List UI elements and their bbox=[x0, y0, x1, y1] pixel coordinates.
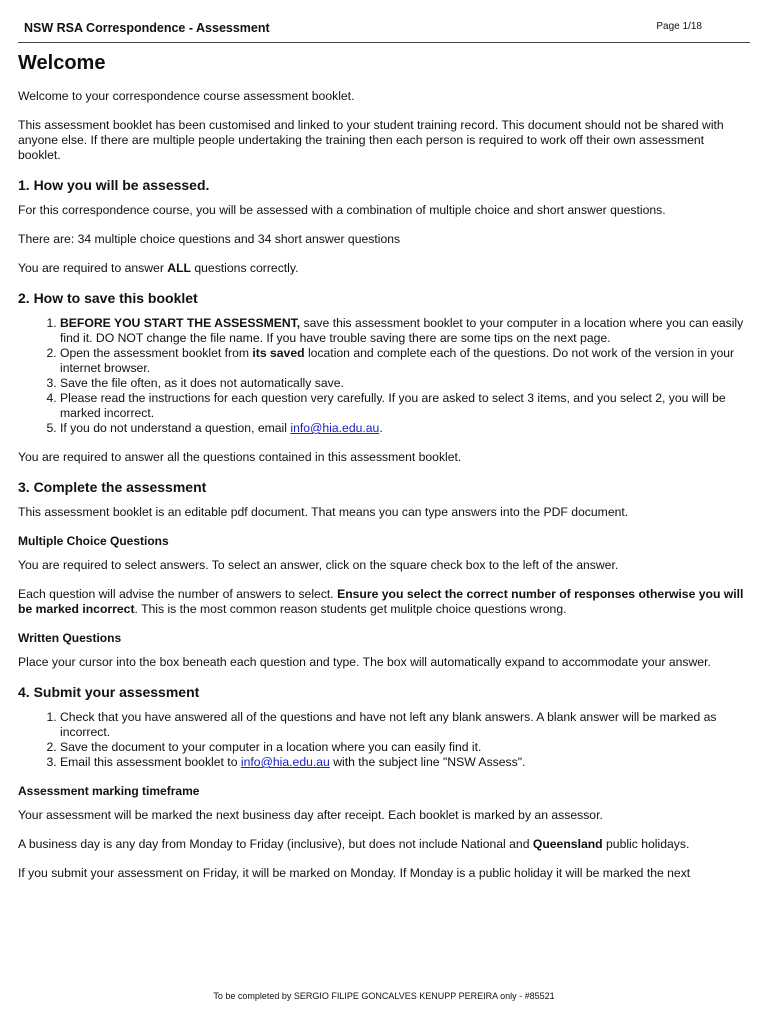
section3-heading: 3. Complete the assessment bbox=[18, 479, 207, 495]
document-body bbox=[18, 52, 750, 895]
save-step-5-pre: If you do not understand a question, email bbox=[60, 421, 291, 435]
mcq-p2 bbox=[18, 587, 750, 617]
section1-p3 bbox=[18, 261, 750, 276]
timeframe-heading: Assessment marking timeframe bbox=[18, 784, 200, 798]
submit-step-1: 1. Check that you have answered all of the questions and have not left any blank answers. A blank answer will be marked as incorrect. bbox=[60, 710, 750, 740]
mcq-p1: You are required to select answers. To select an answer, click on the square check box to the left of the answer. bbox=[18, 558, 619, 572]
page-footer: To be completed by SERGIO FILIPE GONCALVES KENUPP PEREIRA only - #85521 bbox=[213, 991, 555, 1001]
email-link[interactable]: info@hia.edu.au bbox=[290, 421, 380, 435]
mcq-heading: Multiple Choice Questions bbox=[18, 534, 169, 548]
save-step-1 bbox=[60, 316, 750, 346]
save-step-2-bold: its saved bbox=[252, 346, 305, 360]
document-title: NSW RSA Correspondence - Assessment bbox=[24, 21, 270, 35]
timeframe-p2-pre: A business day is any day from Monday to Friday (inclusive), but does not include National and bbox=[18, 837, 533, 851]
section1-p1: For this correspondence course, you will be assessed with a combination of multiple choice and short answer questions. bbox=[18, 203, 666, 217]
save-step-2-post: location and complete each of the questions. Do not work of the version in your internet browser. bbox=[60, 346, 735, 375]
section1-p3-pre: You are required to answer bbox=[18, 261, 168, 275]
save-step-4: 4. Please read the instructions for each question very carefully. If you are asked to select 3 items, and you select 2, you will be marked incorrect. bbox=[60, 391, 750, 421]
welcome-heading: Welcome bbox=[18, 52, 106, 74]
section1-p2: There are: 34 multiple choice questions and 34 short answer questions bbox=[18, 232, 401, 246]
section1-heading: 1. How you will be assessed. bbox=[18, 177, 210, 193]
welcome-customised: This assessment booklet has been customised and linked to your student training record. This document should not be shared with anyone else. If there are multiple people undertaking the training then each person is required to work off their own assessment booklet. bbox=[18, 118, 724, 162]
submit-email-link[interactable]: info@hia.edu.au bbox=[240, 755, 330, 769]
mcq-p2-post: . This is the most common reason students get mulitple choice questions wrong. bbox=[134, 602, 567, 616]
submit-steps-list bbox=[18, 710, 750, 770]
submit-step-3-post: with the subject line "NSW Assess". bbox=[329, 755, 526, 769]
timeframe-p2-bold: Queensland bbox=[532, 837, 603, 851]
submit-step-3-pre: Email this assessment booklet to bbox=[60, 755, 241, 769]
save-steps-list bbox=[18, 316, 750, 436]
submit-step-3 bbox=[60, 755, 750, 770]
written-heading: Written Questions bbox=[18, 631, 122, 645]
save-step-5-post: . bbox=[379, 421, 383, 435]
save-step-5 bbox=[60, 421, 750, 436]
save-step-1-text: save this assessment booklet to your computer in a location where you can easily find it. DO NOT change the file name. If you have trouble saving there are some tips on the next page. bbox=[60, 316, 744, 345]
save-step-1-bold: BEFORE YOU START THE ASSESSMENT, bbox=[60, 316, 301, 330]
page-header bbox=[18, 18, 750, 43]
written-p: Place your cursor into the box beneath each question and type. The box will automatically expand to accommodate your answer. bbox=[18, 655, 711, 669]
section2-after: You are required to answer all the questions contained in this assessment booklet. bbox=[18, 450, 462, 464]
save-step-3: 3. Save the file often, as it does not automatically save. bbox=[60, 376, 750, 391]
section3-p1: This assessment booklet is an editable pdf document. That means you can type answers into the PDF document. bbox=[18, 505, 629, 519]
welcome-intro: Welcome to your correspondence course assessment booklet. bbox=[18, 89, 355, 103]
timeframe-p1: Your assessment will be marked the next business day after receipt. Each booklet is marked by an assessor. bbox=[18, 808, 603, 822]
section1-p3-post: questions correctly. bbox=[190, 261, 299, 275]
page-number: Page 1/18 bbox=[656, 21, 702, 32]
mcq-p2-bold: Ensure you select the correct number of responses otherwise you will be marked incorrect bbox=[18, 587, 744, 616]
section2-heading: 2. How to save this booklet bbox=[18, 290, 198, 306]
submit-step-2: 2. Save the document to your computer in a location where you can easily find it. bbox=[60, 740, 750, 755]
timeframe-p3: If you submit your assessment on Friday, it will be marked on Monday. If Monday is a public holiday it will be marked the next bbox=[18, 866, 691, 880]
save-step-2-pre: Open the assessment booklet from bbox=[60, 346, 253, 360]
save-step-2 bbox=[60, 346, 750, 376]
section4-heading: 4. Submit your assessment bbox=[18, 684, 200, 700]
timeframe-p2 bbox=[18, 837, 750, 852]
timeframe-p2-post: public holidays. bbox=[602, 837, 690, 851]
section1-p3-bold: ALL bbox=[167, 261, 191, 275]
mcq-p2-pre: Each question will advise the number of answers to select. bbox=[18, 587, 338, 601]
